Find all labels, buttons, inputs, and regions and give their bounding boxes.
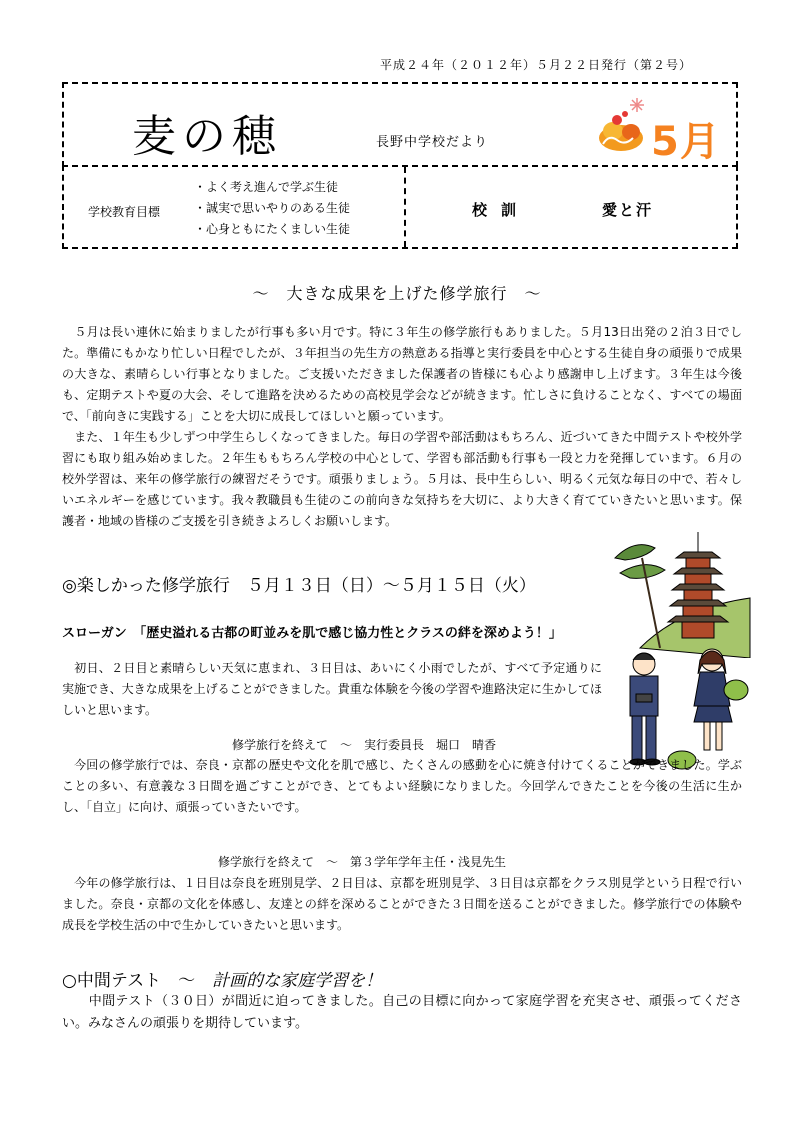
trip-heading: ◎楽しかった修学旅行 ５月１３日（日）～５月１５日（火） <box>62 576 536 596</box>
intro-paragraph: ５月は長い連休に始まりましたが行事も多い月です。特に３年生の修学旅行もありました。５月13日出発の２泊３日でした。準備にもかなり忙しい日程でしたが、３年担当の先生方の熱意ある指導と実行委員を中心とする生徒自身の頑張りで成果の大きな、素晴らしい行事となりました。ご支援いただきました保護者の皆様にも心より感謝申し上げます。３年生は今後も、定期テストや夏の大会、そして進路を決めるための高校見学会などが続きます。忙しさに負けることなく、すべての場面で、「前向きに実践する」ことを大切に成長してほしいと願っています。 <box>62 325 742 423</box>
month-logo-text: 5月 <box>651 119 721 165</box>
trip-slogan: スローガン 「歴史溢れる古都の町並みを肌で感じ協力性とクラスの絆を深めよう！」 <box>62 626 562 641</box>
newsletter-subtitle: 長野中学校だより <box>376 135 489 150</box>
masthead-title-box <box>62 82 738 167</box>
trip-summary: 初日、２日目と素晴らしい天気に恵まれ、３日目は、あいにく小雨でしたが、すべて予定通りに実施でき、大きな成果を上げることができました。貴重な体験を今後の学習や進路決定に生かしてほしいと思います。 <box>62 661 602 717</box>
masthead-divider <box>404 167 406 247</box>
goal-label: 学校教育目標 <box>88 205 161 219</box>
masthead-goals-box <box>62 165 738 249</box>
goal-item: ・よく考え進んで学ぶ生徒 <box>194 180 339 194</box>
goal-list <box>194 177 350 240</box>
midterm-heading-prefix: ○中間テスト ～ <box>62 971 213 991</box>
headline: ～ 大きな成果を上げた修学旅行 ～ <box>252 284 542 303</box>
pagoda-icon <box>610 528 755 658</box>
newsletter-title: 麦の穂 <box>132 111 282 162</box>
month-logo <box>589 96 721 165</box>
pagoda-illustration <box>610 528 755 658</box>
goal-item: ・心身ともにたくましい生徒 <box>194 222 351 236</box>
kokun-value: 愛と汗 <box>602 201 654 219</box>
intro-body <box>62 322 742 532</box>
trip-byline-student: 修学旅行を終えて ～ 実行委員長 堀口 晴香 <box>232 738 497 752</box>
kokun-label: 校訓 <box>472 201 531 219</box>
goal-item: ・誠実で思いやりのある生徒 <box>194 201 351 215</box>
midterm-text: 中間テスト（３０日）が間近に迫ってきました。自己の目標に向かって家庭学習を充実させ、頑張ってください。みなさんの頑張りを期待しています。 <box>62 994 742 1031</box>
masthead <box>62 82 736 247</box>
midterm-heading-emphasis: 計画的な家庭学習を！ <box>212 971 383 991</box>
midterm-heading <box>62 966 382 991</box>
intro-paragraph: また、１年生も少しずつ中学生らしくなってきました。毎日の学習や部活動はもちろん、近づいてきた中間テストや校外学習にも取り組み始めました。２年生ももちろん学校の中心として、学習も部活動も行事も一段と力を発揮しています。６月の校外学習は、来年の修学旅行の練習だそうです。頑張りましょう。５月は、長中生らしい、明るく元気な毎日の中で、若々しいエネルギーを感じています。我々教職員も生徒のこの前向きな気持ちを大切に、より大きく育てていきたいと思います。保護者・地域の皆様のご支援を引き続きよろしくお願いします。 <box>62 430 742 528</box>
trip-teacher-text: 今年の修学旅行は、１日目は奈良を班別見学、２日目は、京都を班別見学、３日目は京都をクラス別見学という日程で行いました。奈良・京都の文化を体感し、友達との絆を深めることができた３日間を送ることができました。修学旅行での体験や成長を学校生活の中で生かしていきたいと思います。 <box>62 876 742 932</box>
trip-student-text: 今回の修学旅行では、奈良・京都の歴史や文化を肌で感じ、たくさんの感動を心に焼き付けてくることができました。学ぶことの多い、有意義な３日間を過ごすことができ、とてもよい経験になりました。今回学んできたことを今後の生活に生かし、「自立」に向け、頑張っていきたいです。 <box>62 758 742 814</box>
trip-byline-teacher: 修学旅行を終えて ～ 第３学年学年主任・浅見先生 <box>218 855 507 869</box>
issue-date: 平成２４年（２０１２年）５月２２日発行（第２号） <box>380 58 693 72</box>
